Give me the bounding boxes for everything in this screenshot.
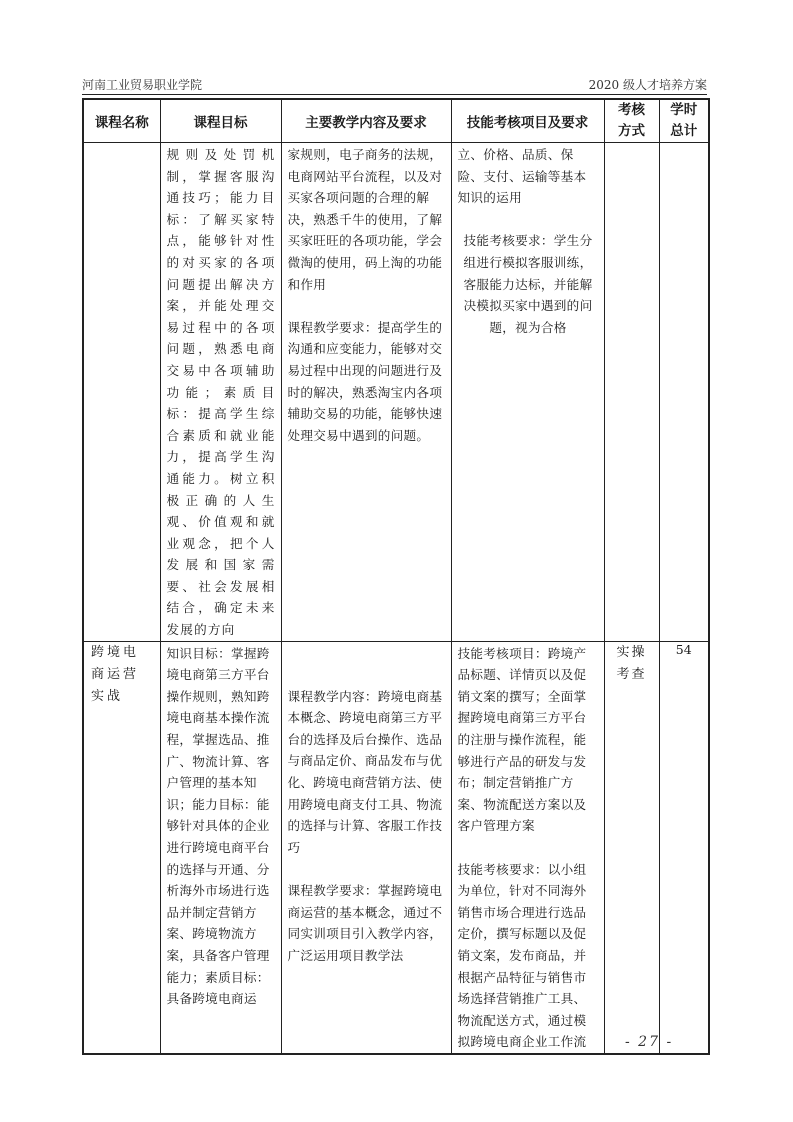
column-header-skills: 技能考核项目及要求 xyxy=(451,99,604,143)
objectives-cell xyxy=(160,143,281,642)
content-cell xyxy=(281,641,451,1054)
table-row xyxy=(83,641,709,1054)
total-hours: 54 xyxy=(675,641,692,657)
page-header xyxy=(82,74,707,95)
content-requirements-paragraph: 课程教学要求：提高学生的沟通和应变能力，能够对交易过程中出现的问题进行及时的解决，熟悉淘宝内各项辅助交易的功能，能够快速处理交易中遇到的问题。 xyxy=(287,319,443,443)
course-name-cell xyxy=(83,641,160,1054)
content-paragraph: 课程教学内容：跨境电商基本概念、跨境电商第三方平台的选择及后台操作、选品与商品定价、商品发布与优化、跨境电商营销方法、使用跨境电商支付工具、物流的选择与计算、客服工作技巧 xyxy=(287,688,443,855)
course-name: 跨境电商运营实战 xyxy=(91,644,140,704)
objectives-cell xyxy=(160,641,281,1054)
curriculum-table xyxy=(82,98,710,1055)
total-hours-cell xyxy=(659,641,709,1054)
skills-cell xyxy=(451,641,604,1054)
column-header-content: 主要教学内容及要求 xyxy=(281,99,451,143)
column-header-objectives: 课程目标 xyxy=(160,99,281,143)
page-number: - 27 - xyxy=(625,1034,674,1050)
table-row xyxy=(83,143,709,642)
column-header-assessment-method: 考核 方式 xyxy=(604,99,659,143)
content-requirements-paragraph: 课程教学要求：掌握跨境电商运营的基本概念，通过不同实训项目引入教学内容，广泛运用项目教学法 xyxy=(287,883,443,963)
assessment-method: 实操考查 xyxy=(616,644,647,682)
course-name-cell xyxy=(83,143,160,642)
content-paragraph: 家规则，电子商务的法规，电商网站平台流程，以及对买家各项问题的合理的解决，熟悉千牛的使用，了解买家旺旺的各项功能，学会微淘的使用，码上淘的功能和作用 xyxy=(287,147,443,292)
skills-paragraph: 立、价格、品质、保险、支付、运输等基本知识的运用 xyxy=(457,147,587,206)
skills-requirements-paragraph: 技能考核要求：以小组为单位，针对不同海外销售市场合理进行选品定价，撰写标题以及促销文案，发布商品，并根据产品特征与销售市场选择营销推广工具、物流配送方式，通过模拟跨境电商企业工作流 xyxy=(457,861,587,1050)
assessment-method-cell xyxy=(604,641,659,1054)
skills-requirements-paragraph: 技能考核要求：学生分组进行模拟客服训练，客服能力达标，并能解决模拟买家中遇到的问题，视为合格 xyxy=(463,233,593,335)
institution-name: 河南工业贸易职业学院 xyxy=(82,78,203,92)
column-header-total-hours: 学时 总计 xyxy=(659,99,709,143)
skills-cell xyxy=(451,143,604,642)
assessment-method-cell xyxy=(604,143,659,642)
document-title: 2020 级人才培养方案 xyxy=(588,78,707,92)
column-header-course-name: 课程名称 xyxy=(83,99,160,143)
objectives-text: 规则及处罚机制，掌握客服沟通技巧；能力目标：了解买家特点，能够针对性的对买家的各项问题提出解决方案，并能处理交易过程中的各项问题，熟悉电商交易中各项辅助功能；素质目标：提高学生综合素质和就业能力，提高学生沟通能力。树立积极正确的人生观、价值观和就业观念，把个人发展和国家需要、社会发展相结合，确定未来发展的方向 xyxy=(166,147,276,638)
table-header-row xyxy=(83,99,709,143)
content-cell xyxy=(281,143,451,642)
objectives-text: 知识目标：掌握跨境电商第三方平台操作规则，熟知跨境电商基本操作流程，掌握选品、推广、物流计算、客户管理的基本知识；能力目标：能够针对具体的企业进行跨境电商平台的选择与开通、分析海外市场进行选品并制定营销方案、跨境物流方案，具备客户管理能力；素质目标：具备跨境电商运 xyxy=(166,645,270,1007)
total-hours-cell xyxy=(659,143,709,642)
skills-paragraph: 技能考核项目：跨境产品标题、详情页以及促销文案的撰写；全面掌握跨境电商第三方平台的注册与操作流程，能够进行产品的研发与发布；制定营销推广方案、物流配送方案以及客户管理方案 xyxy=(457,645,587,834)
